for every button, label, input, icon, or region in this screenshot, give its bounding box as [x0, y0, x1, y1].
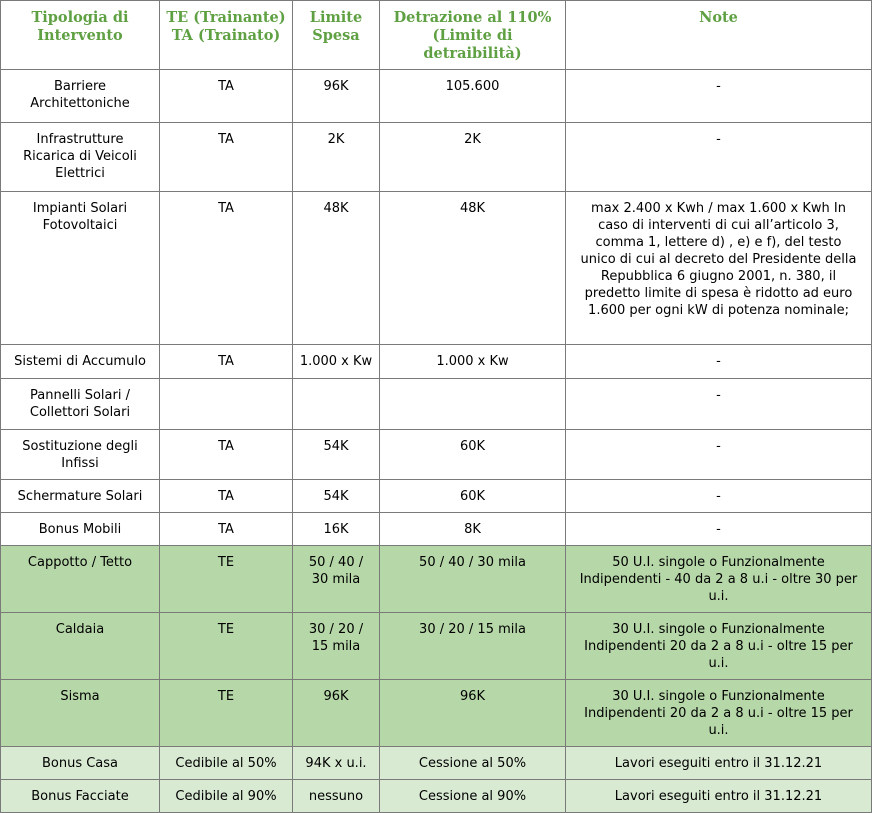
cell-limit: 54K — [293, 480, 380, 513]
cell-te-ta: TE — [160, 546, 293, 613]
cell-type: Schermature Solari — [1, 480, 160, 513]
table-row — [1, 513, 872, 546]
cell-te-ta: TA — [160, 430, 293, 480]
table-row — [1, 613, 872, 680]
table-row — [1, 192, 872, 345]
cell-limit: 94K x u.i. — [293, 747, 380, 780]
table-row — [1, 430, 872, 480]
cell-te-ta: TA — [160, 123, 293, 192]
cell-te-ta: Cedibile al 50% — [160, 747, 293, 780]
cell-deduction: 2K — [380, 123, 566, 192]
table-row — [1, 546, 872, 613]
cell-notes: Lavori eseguiti entro il 31.12.21 — [566, 747, 872, 780]
cell-te-ta: TE — [160, 680, 293, 747]
cell-te-ta: TA — [160, 513, 293, 546]
cell-type: Sisma — [1, 680, 160, 747]
header-deduction: Detrazione al 110% (Limite di detraibilità) — [380, 1, 566, 70]
cell-type: Bonus Casa — [1, 747, 160, 780]
table-row — [1, 379, 872, 430]
cell-limit: 2K — [293, 123, 380, 192]
cell-deduction: 48K — [380, 192, 566, 345]
cell-deduction: Cessione al 50% — [380, 747, 566, 780]
cell-deduction: 1.000 x Kw — [380, 345, 566, 379]
cell-limit: 96K — [293, 680, 380, 747]
table-row — [1, 780, 872, 813]
cell-deduction: 8K — [380, 513, 566, 546]
cell-limit: 50 / 40 / 30 mila — [293, 546, 380, 613]
table-row — [1, 747, 872, 780]
cell-notes: max 2.400 x Kwh / max 1.600 x Kwh In caso di interventi di cui all’articolo 3, comma 1, lettere d) , e) e f), del testo unico di cui al decreto del Presidente della Repubblica 6 giugno 2001, n. 380, il predetto limite di spesa è ridotto ad euro 1.600 per ogni kW di potenza nominale; — [566, 192, 872, 345]
table-row — [1, 70, 872, 123]
cell-deduction: 60K — [380, 430, 566, 480]
cell-type: Infrastrutture Ricarica di Veicoli Elettrici — [1, 123, 160, 192]
header-notes: Note — [566, 1, 872, 70]
cell-notes: - — [566, 379, 872, 430]
cell-notes: 50 U.I. singole o Funzionalmente Indipendenti - 40 da 2 a 8 u.i - oltre 30 per u.i. — [566, 546, 872, 613]
header-type: Tipologia di Intervento — [1, 1, 160, 70]
cell-te-ta: Cedibile al 90% — [160, 780, 293, 813]
cell-notes: - — [566, 70, 872, 123]
table-row — [1, 123, 872, 192]
cell-type: Pannelli Solari / Collettori Solari — [1, 379, 160, 430]
cell-limit: 1.000 x Kw — [293, 345, 380, 379]
cell-type: Barriere Architettoniche — [1, 70, 160, 123]
cell-notes: - — [566, 123, 872, 192]
cell-te-ta: TE — [160, 613, 293, 680]
cell-deduction: 96K — [380, 680, 566, 747]
cell-type: Cappotto / Tetto — [1, 546, 160, 613]
cell-deduction: 30 / 20 / 15 mila — [380, 613, 566, 680]
cell-te-ta — [160, 379, 293, 430]
cell-limit: 54K — [293, 430, 380, 480]
header-limit: Limite Spesa — [293, 1, 380, 70]
cell-notes: 30 U.I. singole o Funzionalmente Indipendenti 20 da 2 a 8 u.i - oltre 15 per u.i. — [566, 680, 872, 747]
cell-deduction: 50 / 40 / 30 mila — [380, 546, 566, 613]
header-row — [1, 1, 872, 70]
cell-type: Bonus Mobili — [1, 513, 160, 546]
cell-limit: 48K — [293, 192, 380, 345]
header-te-ta: TE (Trainante) TA (Trainato) — [160, 1, 293, 70]
table-row — [1, 480, 872, 513]
cell-te-ta: TA — [160, 345, 293, 379]
cell-limit: nessuno — [293, 780, 380, 813]
cell-notes: - — [566, 345, 872, 379]
cell-te-ta: TA — [160, 70, 293, 123]
cell-limit: 30 / 20 / 15 mila — [293, 613, 380, 680]
cell-deduction — [380, 379, 566, 430]
cell-notes: Lavori eseguiti entro il 31.12.21 — [566, 780, 872, 813]
cell-type: Impianti Solari Fotovoltaici — [1, 192, 160, 345]
cell-deduction: 60K — [380, 480, 566, 513]
cell-limit: 96K — [293, 70, 380, 123]
cell-notes: - — [566, 480, 872, 513]
cell-type: Sostituzione degli Infissi — [1, 430, 160, 480]
table-row — [1, 345, 872, 379]
cell-limit — [293, 379, 380, 430]
cell-te-ta: TA — [160, 480, 293, 513]
cell-te-ta: TA — [160, 192, 293, 345]
table-row — [1, 680, 872, 747]
cell-deduction: 105.600 — [380, 70, 566, 123]
cell-type: Caldaia — [1, 613, 160, 680]
cell-notes: - — [566, 513, 872, 546]
cell-type: Bonus Facciate — [1, 780, 160, 813]
cell-type: Sistemi di Accumulo — [1, 345, 160, 379]
cell-deduction: Cessione al 90% — [380, 780, 566, 813]
cell-notes: - — [566, 430, 872, 480]
cell-limit: 16K — [293, 513, 380, 546]
cell-notes: 30 U.I. singole o Funzionalmente Indipendenti 20 da 2 a 8 u.i - oltre 15 per u.i. — [566, 613, 872, 680]
